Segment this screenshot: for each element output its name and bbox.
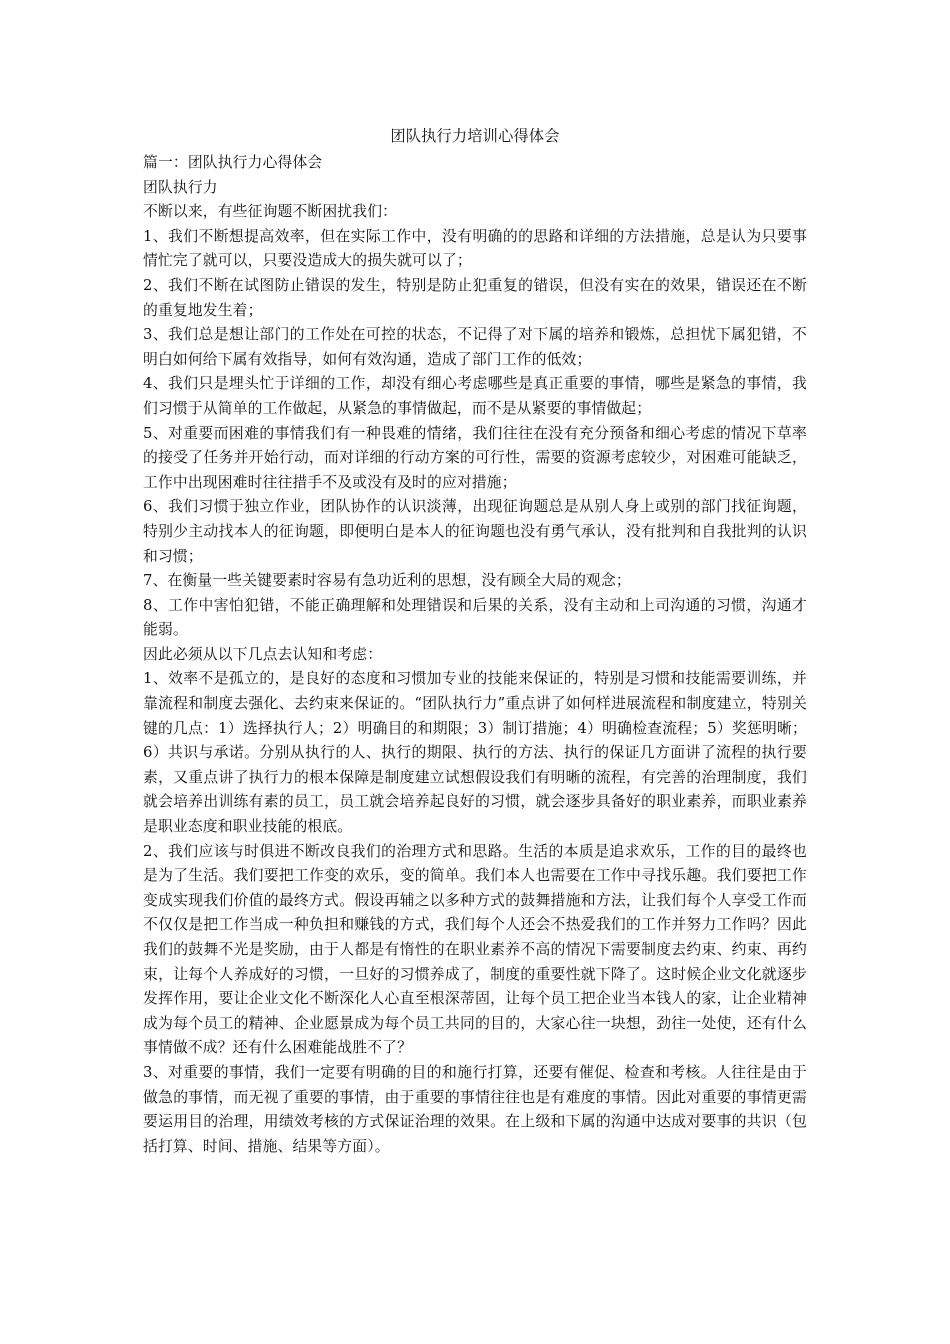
paragraph-problem-1: 1、我们不断想提高效率，但在实际工作中，没有明确的的思路和详细的方法措施，总是认为只要事情忙完了就可以，只要没造成大的损失就可以了；	[143, 227, 807, 270]
paragraph-transition: 因此必须从以下几点去认知和考虑：	[143, 645, 383, 663]
paragraph-subheading: 团队执行力	[143, 178, 218, 196]
paragraph-intro: 不断以来，有些征询题不断困扰我们：	[143, 203, 398, 221]
document-title: 团队执行力培训心得体会	[390, 127, 560, 145]
paragraph-problem-4: 4、我们只是埋头忙于详细的工作，却没有细心考虑哪些是真正重要的事情，哪些是紧急的事情，我们习惯于从简单的工作做起，从紧急的事情做起，而不是从紧要的事情做起；	[143, 375, 807, 417]
paragraph-point-1: 1、效率不是孤立的，是良好的态度和习惯加专业的技能来保证的，特别是习惯和技能需要训练，并靠流程和制度去强化、去约束来保证的。“团队执行力”重点讲了如何样进展流程和制度建立，特别关键的几点：1）选择执行人；2）明确目的和期限；3）制订措施；4）明确检查流程；5）奖惩明晰；6）共识与承诺。分别从执行的人、执行的期限、执行的方法、执行的保证几方面讲了流程的执行要素，又重点讲了执行力的根本保障是制度建立试想假设我们有明晰的流程，有完善的治理制度，我们就会培养出训练有素的员工，员工就会培养起良好的习惯，就会逐步具备好的职业素养，而职业素养是职业态度和职业技能的根底。	[143, 670, 807, 836]
paragraph-problem-6: 6、我们习惯于独立作业，团队协作的认识淡薄，出现征询题总是从别人身上或别的部门找征询题，特别少主动找本人的征询题，即便明白是本人的征询题也没有勇气承认，没有批判和自我批判的认识和习惯；	[143, 498, 807, 565]
paragraph-point-3: 3、对重要的事情，我们一定要有明确的目的和施行打算，还要有催促、检查和考核。人往往是由于做急的事情，而无视了重要的事情，由于重要的事情往往也是有难度的事情。因此对重要的事情更需要运用目的治理，用绩效考核的方式保证治理的效果。在上级和下属的沟通中达成对要事的共识（包括打算、时间、措施、结果等方面）。	[143, 1063, 807, 1155]
paragraph-problem-8: 8、工作中害怕犯错，不能正确理解和处理错误和后果的关系，没有主动和上司沟通的习惯，沟通才能弱。	[143, 596, 807, 639]
document-body	[143, 151, 807, 1159]
paragraph-problem-2: 2、我们不断在试图防止错误的发生，特别是防止犯重复的错误，但没有实在的效果，错误还在不断的重复地发生着；	[143, 276, 807, 319]
paragraph-section-heading: 篇一：团队执行力心得体会	[143, 154, 323, 171]
paragraph-problem-3: 3、我们总是想让部门的工作处在可控的状态，不记得了对下属的培养和锻炼，总担忧下属犯错，不明白如何给下属有效指导，如何有效沟通，造成了部门工作的低效；	[143, 326, 807, 368]
document-page	[143, 124, 807, 1159]
paragraph-problem-7: 7、在衡量一些关键要素时容易有急功近利的思想，没有顾全大局的观念；	[143, 572, 631, 590]
paragraph-point-2: 2、我们应该与时俱进不断改良我们的治理方式和思路。生活的本质是追求欢乐，工作的目的最终也是为了生活。我们要把工作变的欢乐，变的简单。我们本人也需要在工作中寻找乐趣。我们要把工作变成实现我们价值的最终方式。假设再辅之以多种方式的鼓舞措施和方法，让我们每个人享受工作而不仅仅是把工作当成一种负担和赚钱的方式，我们每个人还会不热爱我们的工作并努力工作吗？因此我们的鼓舞不光是奖励，由于人都是有惰性的在职业素养不高的情况下需要制度去约束、约束、再约束，让每个人养成好的习惯，一旦好的习惯养成了，制度的重要性就下降了。这时候企业文化就逐步发挥作用，要让企业文化不断深化人心直至根深蒂固，让每个员工把企业当本钱人的家，让企业精神成为每个员工的精神、企业愿景成为每个员工共同的目的，大家心往一块想，劲往一处使，还有什么事情做不成？还有什么困难能战胜不了？	[143, 842, 807, 1057]
paragraph-problem-5: 5、对重要而困难的事情我们有一种畏难的情绪，我们往往在没有充分预备和细心考虑的情况下草率的接受了任务并开始行动，而对详细的行动方案的可行性，需要的资源考虑较少，对困难可能缺乏，工作中出现困难时往往措手不及或没有及时的应对措施；	[143, 424, 807, 491]
